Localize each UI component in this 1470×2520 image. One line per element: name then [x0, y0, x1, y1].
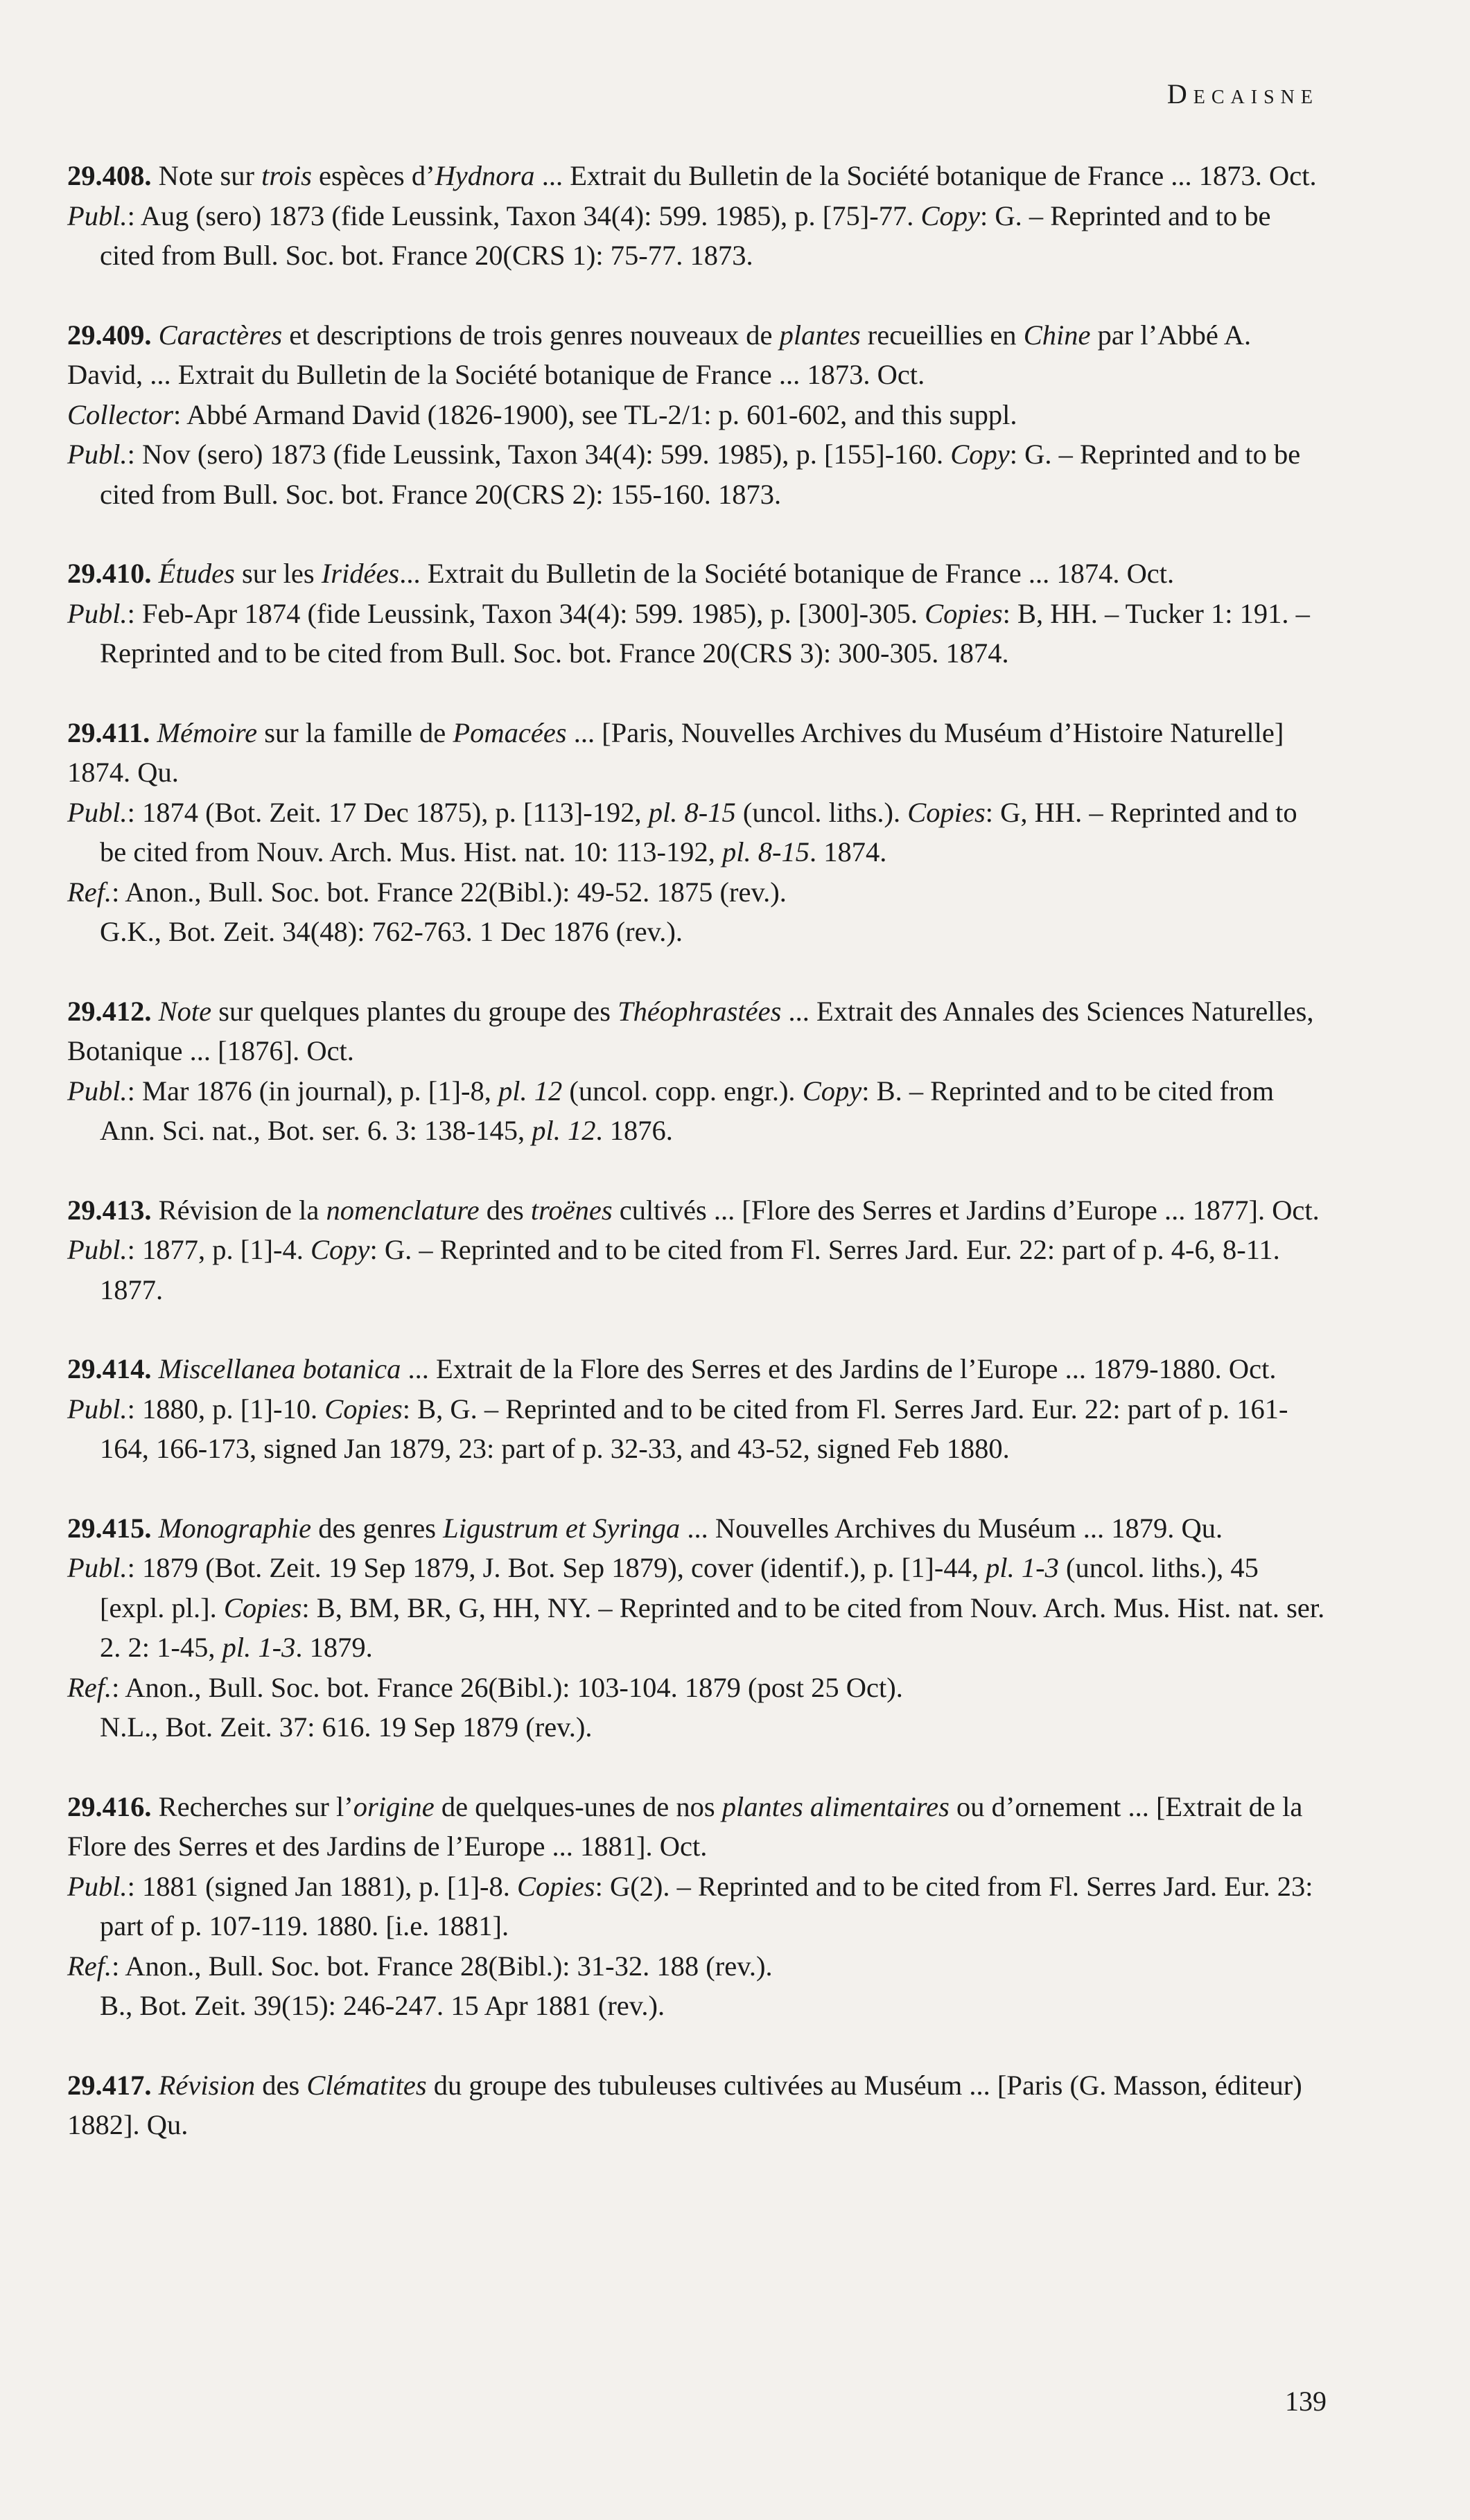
italic-text: Iridées [321, 558, 400, 589]
italic-text: Caractères [158, 319, 283, 351]
bibliography-entry [67, 1787, 1325, 2026]
text: sur quelques plantes du groupe des [211, 995, 618, 1027]
italic-text: trois [261, 160, 312, 191]
text: ... Extrait du Bulletin de la Société botanique de France ... 1873. Oct. [534, 160, 1317, 191]
entry-title [67, 315, 1325, 395]
entry-number: 29.415. [67, 1512, 152, 1544]
entry-detail [67, 594, 1325, 673]
entry-number: 29.417. [67, 2069, 152, 2101]
text: . 1879. [295, 1632, 373, 1663]
text: : 1879 (Bot. Zeit. 19 Sep 1879, J. Bot. Sep 1879), cover (identif.), p. [1]-44, [127, 1552, 986, 1583]
italic-text: Publ. [67, 1393, 128, 1425]
text: (uncol. copp. engr.). [562, 1075, 803, 1107]
text: (uncol. liths.). [735, 796, 908, 828]
bibliography-entry [67, 713, 1325, 952]
text: B., Bot. Zeit. 39(15): 246-247. 15 Apr 1881 (rev.). [100, 1990, 665, 2021]
text: : Feb-Apr 1874 (fide Leussink, Taxon 34(4): 599. 1985), p. [300]-305. [127, 597, 925, 629]
entry-title [67, 1508, 1325, 1549]
italic-text: origine [353, 1790, 435, 1822]
text: : G. – Reprinted and to be cited from Bull. Soc. bot. France 20(CRS 2): 155-160. 1873. [100, 439, 1301, 510]
text: du groupe des tubuleuses cultivées au Muséum ... [Paris (G. Masson, éditeur) 1882]. Qu. [67, 2069, 1302, 2140]
italic-text: Copies [925, 597, 1003, 629]
italic-text: Théophrastées [618, 995, 782, 1027]
text: : G. – Reprinted and to be cited from Bull. Soc. bot. France 20(CRS 1): 75-77. 1873. [100, 200, 1271, 271]
entry-detail [67, 1230, 1325, 1310]
text [152, 1513, 159, 1544]
text: et descriptions de trois genres nouveaux de [282, 319, 780, 351]
text: des [255, 2069, 307, 2101]
text: (uncol. liths.), 45 [expl. pl.]. [100, 1552, 1259, 1623]
italic-text: Publ. [67, 1552, 128, 1583]
entry-detail [67, 1946, 1325, 1986]
italic-text: Publ. [67, 200, 128, 231]
text: ... Extrait de la Flore des Serres et des Jardins de l’Europe ... 1879-1880. Oct. [401, 1353, 1277, 1384]
italic-text: Publ. [67, 439, 128, 470]
italic-text: plantes [779, 319, 861, 351]
text: : B, HH. – Tucker 1: 191. – Reprinted and to be cited from Bull. Soc. bot. France 20(CRS 3): 300-305. 1874. [100, 597, 1310, 669]
text: par l’Abbé A. David, ... Extrait du Bulletin de la Société botanique de France ... 1873. Oct. [67, 319, 1252, 390]
text: des [479, 1194, 531, 1226]
entry-number: 29.410. [67, 558, 152, 589]
italic-text: pl. 1-3 [986, 1552, 1059, 1583]
entry-detail [67, 1389, 1325, 1469]
entry-detail [67, 395, 1325, 435]
italic-text: Ref. [67, 1950, 112, 1982]
text: . 1874. [810, 836, 887, 867]
italic-text: pl. 8-15 [648, 796, 736, 828]
entry-detail [67, 434, 1325, 514]
italic-text: pl. 1-3 [222, 1632, 296, 1663]
text: des genres [311, 1512, 444, 1544]
bibliography-entry [67, 156, 1325, 276]
text: : Anon., Bull. Soc. bot. France 28(Bibl.): 31-32. 188 (rev.). [112, 1950, 773, 1982]
italic-text: Copy [802, 1075, 862, 1107]
italic-text: plantes alimentaires [721, 1790, 950, 1822]
entry-detail [67, 1867, 1325, 1946]
text: : B, G. – Reprinted and to be cited from Fl. Serres Jard. Eur. 22: part of p. 161-164, 166-173, signed Jan 1879, 23: part of p. 32-33, and 43-52, signed Feb 1880. [100, 1393, 1288, 1464]
text: : Nov (sero) 1873 (fide Leussink, Taxon 34(4): 599. 1985), p. [155]-160. [127, 439, 951, 470]
text: : G(2). – Reprinted and to be cited from Fl. Serres Jard. Eur. 23: part of p. 107-119. 1880. [i.e. 1881]. [100, 1870, 1313, 1941]
text: : B, BM, BR, G, HH, NY. – Reprinted and to be cited from Nouv. Arch. Mus. Hist. nat. ser. 2. 2: 1-45, [100, 1592, 1325, 1663]
italic-text: Copy [310, 1234, 370, 1265]
italic-text: Note [158, 995, 212, 1027]
entry-continuation [67, 1707, 1325, 1747]
entry-detail [67, 1071, 1325, 1151]
text: : G. – Reprinted and to be cited from Fl. Serres Jard. Eur. 22: part of p. 4-6, 8-11. 1877. [100, 1234, 1280, 1305]
entry-continuation [67, 1986, 1325, 2026]
italic-text: Publ. [67, 1234, 128, 1265]
text [152, 996, 159, 1027]
text: ... Extrait du Bulletin de la Société botanique de France ... 1874. Oct. [399, 558, 1175, 589]
entry-detail [67, 793, 1325, 872]
italic-text: Monographie [158, 1512, 312, 1544]
italic-text: Pomacées [453, 716, 567, 748]
italic-text: Mémoire [157, 716, 258, 748]
italic-text: nomenclature [326, 1194, 480, 1226]
italic-text: Révision [158, 2069, 256, 2101]
text: espèces d’ [311, 160, 435, 191]
bibliography-entries [67, 156, 1325, 2185]
text: : Abbé Armand David (1826-1900), see TL-2/1: p. 601-602, and this suppl. [173, 398, 1017, 430]
entry-title [67, 1787, 1325, 1867]
text: Recherches sur l’ [151, 1790, 353, 1822]
italic-text: Études [158, 558, 235, 589]
bibliography-entry [67, 315, 1325, 515]
text: sur les [234, 558, 322, 589]
italic-text: Hydnora [435, 160, 535, 191]
text: . 1876. [595, 1115, 673, 1146]
italic-text: Publ. [67, 597, 128, 629]
entry-number: 29.413. [67, 1194, 152, 1226]
text: ... [Paris, Nouvelles Archives du Muséum d’Histoire Naturelle] 1874. Qu. [67, 716, 1284, 788]
bibliography-entry [67, 1508, 1325, 1747]
italic-text: Miscellanea botanica [158, 1353, 401, 1384]
italic-text: Copies [907, 796, 986, 828]
bibliography-entry [67, 992, 1325, 1151]
entry-detail [67, 872, 1325, 913]
entry-title [67, 2065, 1325, 2145]
text [152, 319, 159, 351]
entry-number: 29.414. [67, 1353, 152, 1384]
italic-text: Clématites [306, 2069, 427, 2101]
bibliography-entry [67, 554, 1325, 673]
text: ... Nouvelles Archives du Muséum ... 1879. Qu. [680, 1512, 1223, 1544]
text: N.L., Bot. Zeit. 37: 616. 19 Sep 1879 (rev.). [100, 1711, 593, 1743]
entry-continuation [67, 912, 1325, 952]
entry-number: 29.412. [67, 995, 152, 1027]
text: : Anon., Bull. Soc. bot. France 26(Bibl.): 103-104. 1879 (post 25 Oct). [112, 1671, 903, 1703]
text: Révision de la [151, 1194, 326, 1226]
entry-title [67, 1190, 1325, 1231]
italic-text: troënes [530, 1194, 613, 1226]
text [150, 717, 157, 748]
bibliography-entry [67, 1190, 1325, 1310]
entry-detail [67, 196, 1325, 276]
italic-text: Copies [324, 1393, 403, 1425]
entry-title [67, 554, 1325, 594]
text: Note sur [151, 160, 262, 191]
running-header: Decaisne [1166, 78, 1319, 109]
text: : B. – Reprinted and to be cited from Ann. Sci. nat., Bot. ser. 6. 3: 138-145, [100, 1075, 1275, 1146]
bibliography-entry [67, 1349, 1325, 1469]
text: : 1881 (signed Jan 1881), p. [1]-8. [127, 1870, 518, 1902]
text: G.K., Bot. Zeit. 34(48): 762-763. 1 Dec 1876 (rev.). [100, 916, 683, 947]
italic-text: Copies [517, 1870, 595, 1902]
text: : 1877, p. [1]-4. [127, 1234, 310, 1265]
entry-title [67, 156, 1325, 196]
italic-text: Ligustrum et Syringa [443, 1512, 681, 1544]
entry-title [67, 1349, 1325, 1389]
text: : G, HH. – Reprinted and to be cited from Nouv. Arch. Mus. Hist. nat. 10: 113-192, [100, 796, 1297, 867]
entry-number: 29.408. [67, 160, 152, 191]
italic-text: pl. 12 [532, 1115, 596, 1146]
italic-text: Publ. [67, 1075, 128, 1107]
text: : Anon., Bull. Soc. bot. France 22(Bibl.): 49-52. 1875 (rev.). [112, 876, 787, 908]
entry-detail [67, 1548, 1325, 1668]
page-number: 139 [1285, 2386, 1327, 2417]
text [152, 1353, 159, 1384]
italic-text: Copies [223, 1592, 302, 1623]
bibliography-entry [67, 2065, 1325, 2145]
text: : Aug (sero) 1873 (fide Leussink, Taxon 34(4): 599. 1985), p. [75]-77. [127, 200, 921, 231]
entry-number: 29.409. [67, 319, 152, 351]
text: cultivés ... [Flore des Serres et Jardins d’Europe ... 1877]. Oct. [612, 1194, 1320, 1226]
text: de quelques-unes de nos [434, 1790, 722, 1822]
text: : 1880, p. [1]-10. [127, 1393, 325, 1425]
italic-text: pl. 8-15 [722, 836, 810, 867]
entry-title [67, 713, 1325, 793]
italic-text: pl. 12 [498, 1075, 563, 1107]
text: : Mar 1876 (in journal), p. [1]-8, [127, 1075, 499, 1107]
italic-text: Copy [950, 439, 1010, 470]
italic-text: Publ. [67, 1870, 128, 1902]
text: recueillies en [860, 319, 1024, 351]
entry-title [67, 992, 1325, 1071]
text: ou d’ornement ... [Extrait de la Flore des Serres et des Jardins de l’Europe ... 1881]. Oct. [67, 1790, 1303, 1862]
text [152, 558, 159, 589]
italic-text: Copy [920, 200, 980, 231]
text [152, 2070, 159, 2101]
text: : 1874 (Bot. Zeit. 17 Dec 1875), p. [113]-192, [127, 796, 649, 828]
entry-number: 29.411. [67, 716, 150, 748]
italic-text: Collector [67, 398, 173, 430]
entry-number: 29.416. [67, 1790, 152, 1822]
text: sur la famille de [257, 716, 453, 748]
entry-detail [67, 1668, 1325, 1708]
text: ... Extrait des Annales des Sciences Naturelles, Botanique ... [1876]. Oct. [67, 995, 1314, 1066]
italic-text: Ref. [67, 1671, 112, 1703]
italic-text: Publ. [67, 796, 128, 828]
italic-text: Chine [1023, 319, 1091, 351]
italic-text: Ref. [67, 876, 112, 908]
